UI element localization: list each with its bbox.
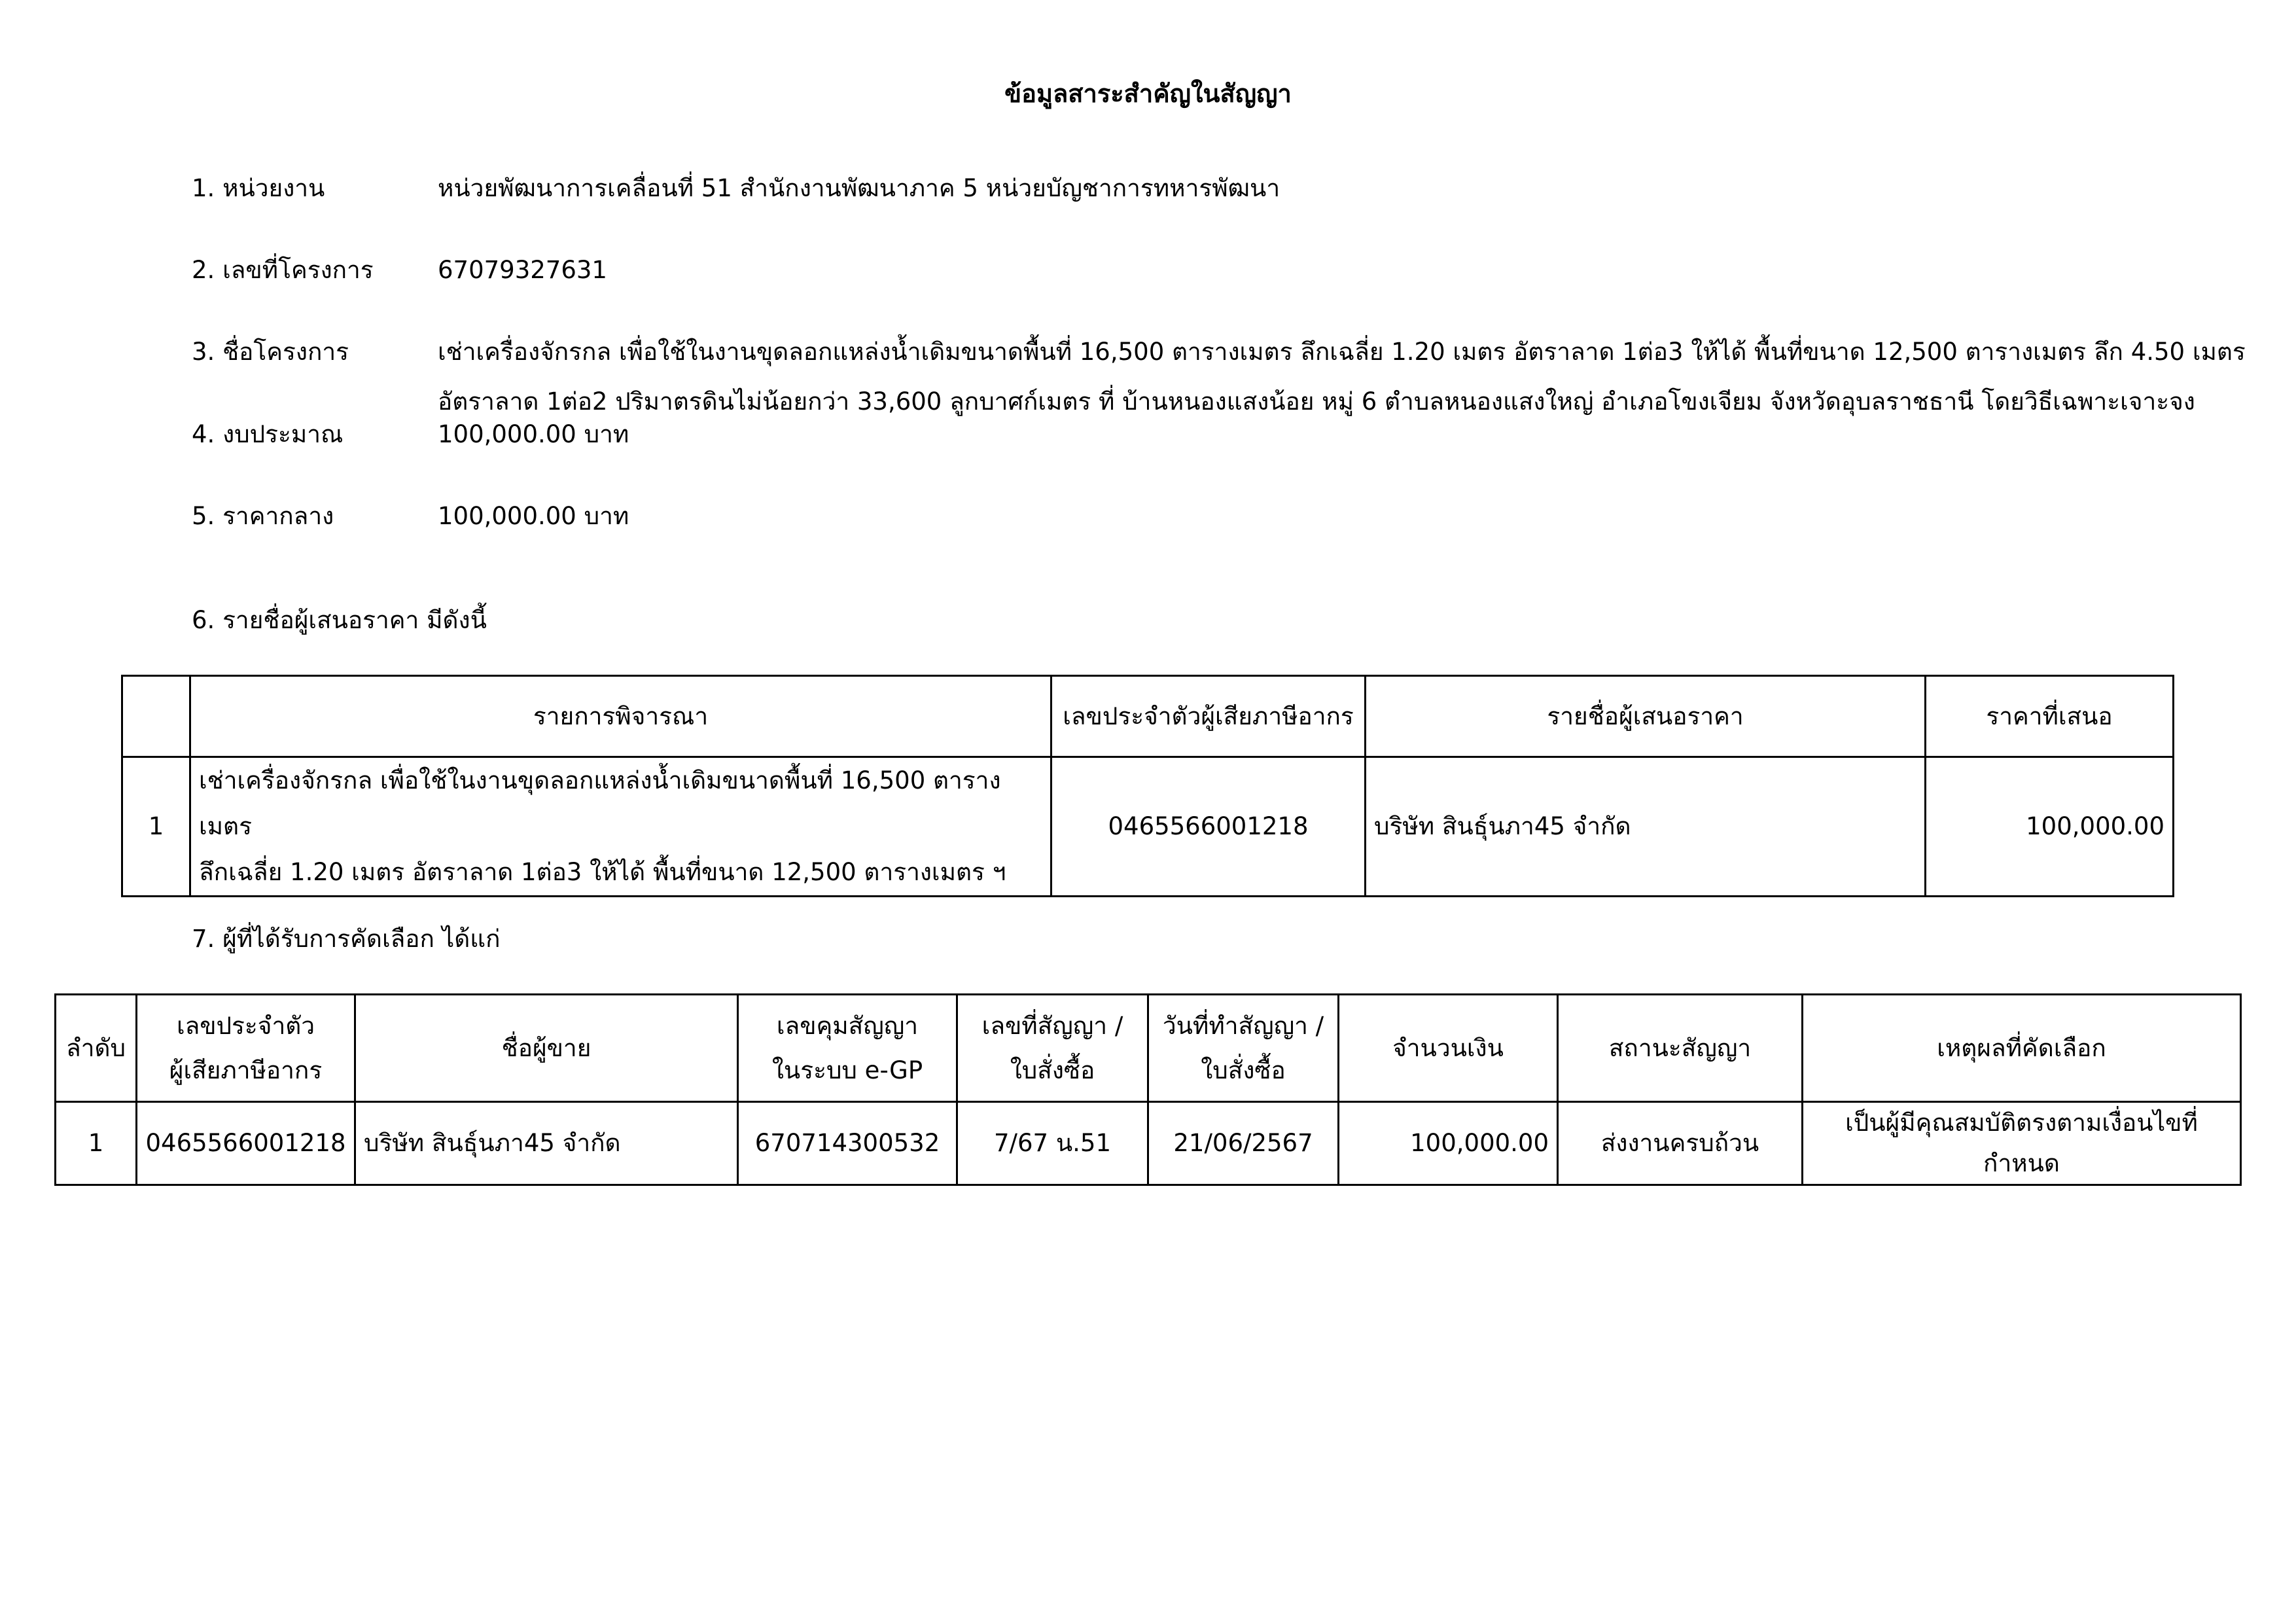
project-name-line1: เช่าเครื่องจักรกล เพื่อใช้ในงานขุดลอกแหล่งน้ำเดิมขนาดพื้นที่ 16,500 ตารางเมตร ลึกเฉลี่ย 1.20 เมตร อัตราลาด 1ต่อ3 ให้ได้ พื้นที่ขนาด 12,500 ตารางเมตร ลึก 4.50 เมตร [438, 338, 2246, 366]
bidder-tax-id: 0465566001218 [1051, 757, 1366, 897]
winner-status: ส่งงานครบถ้วน [1558, 1102, 1803, 1185]
winner-table [54, 993, 2242, 1186]
bidder-item-line1: เช่าเครื่องจักรกล เพื่อใช้ในงานขุดลอกแหล่งน้ำเดิมขนาดพื้นที่ 16,500 ตารางเมตร [199, 766, 1001, 840]
winner-tax-id: 0465566001218 [137, 1102, 355, 1185]
winner-heading: 7. ผู้ที่ได้รับการคัดเลือก ได้แก่ [192, 925, 501, 953]
winner-header-contract-date [1148, 995, 1339, 1102]
winner-egp: 670714300532 [738, 1102, 957, 1185]
bidder-item-line2: ลึกเฉลี่ย 1.20 เมตร อัตราลาด 1ต่อ3 ให้ได้ พื้นที่ขนาด 12,500 ตารางเมตร ฯ [199, 858, 1006, 886]
winner-index: 1 [56, 1102, 137, 1185]
winner-header-row [56, 995, 2241, 1102]
winner-reason: เป็นผู้มีคุณสมบัติตรงตามเงื่อนไขที่กำหนด [1803, 1102, 2241, 1185]
bidders-header-row [122, 676, 2174, 757]
bidders-header-index [122, 676, 190, 757]
winner-header-contract-date-line2: ใบสั่งซื้อ [1201, 1056, 1286, 1084]
bidders-header-tax-id: เลขประจำตัวผู้เสียภาษีอากร [1051, 676, 1366, 757]
winner-header-reason: เหตุผลที่คัดเลือก [1803, 995, 2241, 1102]
bidder-index: 1 [122, 757, 190, 897]
winner-header-tax-id [137, 995, 355, 1102]
winner-amount: 100,000.00 [1339, 1102, 1558, 1185]
median-price-value: 100,000.00 บาท [438, 502, 629, 530]
document-title: ข้อมูลสาระสำคัญในสัญญา [1004, 79, 1292, 108]
winner-header-tax-id-line2: ผู้เสียภาษีอากร [169, 1056, 323, 1084]
bidders-table [121, 675, 2174, 897]
winner-seller: บริษัท สินธุ์นภา45 จำกัด [355, 1102, 738, 1185]
budget-value: 100,000.00 บาท [438, 420, 629, 448]
winner-header-egp-line1: เลขคุมสัญญา [776, 1011, 919, 1040]
bidder-price: 100,000.00 [1926, 757, 2174, 897]
bidders-header-price: ราคาที่เสนอ [1926, 676, 2174, 757]
winner-header-contract-no-line1: เลขที่สัญญา / [981, 1011, 1123, 1040]
bidder-item [190, 757, 1051, 897]
table-row [56, 1102, 2241, 1185]
winner-contract-no: 7/67 น.51 [957, 1102, 1148, 1185]
bidders-header-bidder-name: รายชื่อผู้เสนอราคา [1366, 676, 1926, 757]
winner-header-seller: ชื่อผู้ขาย [355, 995, 738, 1102]
bidders-header-item: รายการพิจารณา [190, 676, 1051, 757]
agency-label: 1. หน่วยงาน [192, 174, 325, 202]
agency-value: หน่วยพัฒนาการเคลื่อนที่ 51 สำนักงานพัฒนาภาค 5 หน่วยบัญชาการทหารพัฒนา [438, 174, 1280, 202]
winner-header-contract-date-line1: วันที่ทำสัญญา / [1162, 1011, 1324, 1040]
project-name-label: 3. ชื่อโครงการ [192, 338, 349, 366]
project-no-value: 67079327631 [438, 256, 607, 284]
winner-header-status: สถานะสัญญา [1558, 995, 1803, 1102]
winner-header-contract-no [957, 995, 1148, 1102]
winner-contract-date: 21/06/2567 [1148, 1102, 1339, 1185]
budget-label: 4. งบประมาณ [192, 420, 344, 448]
winner-header-contract-no-line2: ใบสั่งซื้อ [1010, 1056, 1095, 1084]
winner-header-index: ลำดับ [56, 995, 137, 1102]
winner-header-tax-id-line1: เลขประจำตัว [176, 1011, 315, 1040]
winner-header-egp [738, 995, 957, 1102]
table-row [122, 757, 2174, 897]
winner-header-egp-line2: ในระบบ e-GP [771, 1056, 923, 1084]
project-no-label: 2. เลขที่โครงการ [192, 256, 374, 284]
winner-header-amount: จำนวนเงิน [1339, 995, 1558, 1102]
bidder-name: บริษัท สินธุ์นภา45 จำกัด [1366, 757, 1926, 897]
project-name-line2: อัตราลาด 1ต่อ2 ปริมาตรดินไม่น้อยกว่า 33,600 ลูกบาศก์เมตร ที่ บ้านหนองแสงน้อย หมู่ 6 ตำบลหนองแสงใหญ่ อำเภอโขงเจียม จังหวัดอุบลราชธานี โดยวิธีเฉพาะเจาะจง [438, 387, 2195, 416]
median-price-label: 5. ราคากลาง [192, 502, 334, 530]
bidders-heading: 6. รายชื่อผู้เสนอราคา มีดังนี้ [192, 606, 487, 634]
